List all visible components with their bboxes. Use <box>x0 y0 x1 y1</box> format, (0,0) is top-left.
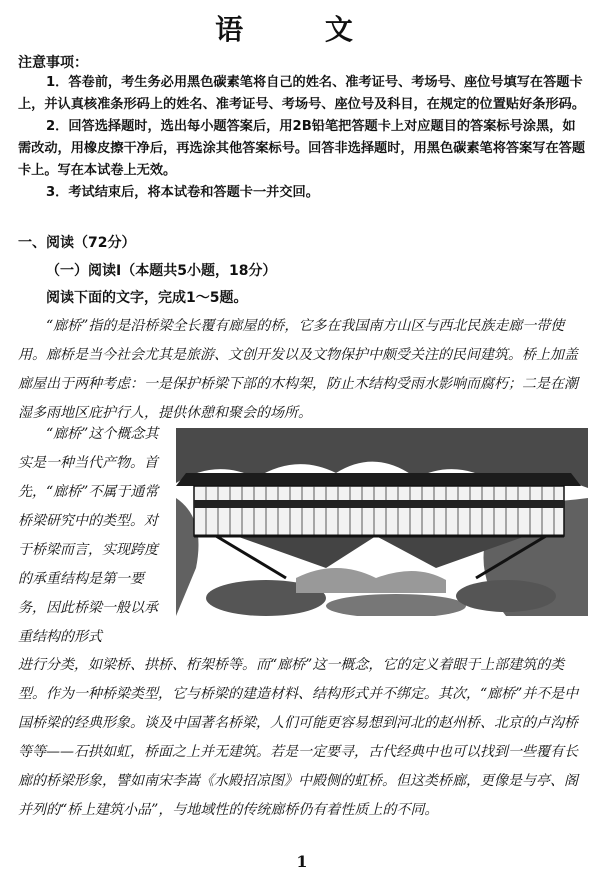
passage-paragraph-2-wrap <box>18 420 166 652</box>
reading-instruction: 阅读下面的文字，完成1～5题。 <box>46 290 248 306</box>
paragraph-text: “廊桥”这个概念其实是一种当代产物。首先，“廊桥”不属于通常桥梁研究中的类型。对于桥梁而言，实现跨度的承重结构是第一要务，因此桥梁一般以承重结构的形式 <box>18 426 159 645</box>
paragraph-text: 进行分类，如梁桥、拱桥、桁架桥等。而“廊桥”这一概念，它的定义着眼于上部建筑的类型。作为一种桥梁类型，它与桥梁的建造材料、结构形式并不绑定。其次，“廊桥”并不是中国桥梁的经典形象。谈及中国著名桥梁，人们可能更容易想到河北的赵州桥、北京的卢沟桥等等——石拱如虹，桥面之上并无建筑。若是一定要寻，古代经典中也可以找到一些覆有长廊的桥梁形象，譬如南宋李嵩《水殿招凉图》中殿侧的虹桥。但这类桥廊，更像是与亭、阁并列的“桥上建筑小品”，与地域性的传统廊桥仍有着性质上的不同。 <box>18 657 579 818</box>
page-title: 语 文 <box>215 13 389 46</box>
notice-list <box>18 72 586 204</box>
notice-item: 3．考试结束后，将本试卷和答题卡一并交回。 <box>46 185 319 200</box>
section-title: 一、阅读（72分） <box>18 235 136 251</box>
notice-item: 2．回答选择题时，选出每小题答案后，用2B铅笔把答题卡上对应题目的答案标号涂黑，如需改动，用橡皮擦干净后，再选涂其他答案标号。回答非选择题时，用黑色碳素笔将答案写在答题卡上。写在本试卷上无效。 <box>18 119 586 178</box>
passage-paragraph-1 <box>18 312 588 428</box>
page-number: 1 <box>296 852 308 871</box>
notice-heading: 注意事项： <box>18 55 88 71</box>
subsection-title: （一）阅读Ⅰ（本题共5小题，18分） <box>46 263 277 279</box>
bridge-drawing <box>176 428 588 616</box>
notice-item: 1．答卷前，考生务必用黑色碳素笔将自己的姓名、准考证号、考场号、座位号填写在答题卡上，并认真核准条形码上的姓名、准考证号、考场号、座位号及科目，在规定的位置贴好条形码。 <box>18 75 586 112</box>
covered-bridge-illustration <box>176 428 588 616</box>
paragraph-text: “廊桥”指的是沿桥梁全长覆有廊屋的桥，它多在我国南方山区与西北民族走廊一带使用。廊桥是当今社会尤其是旅游、文创开发以及文物保护中颇受关注的民间建筑。桥上加盖廊屋出于两种考虑：一是保护桥梁下部的木构架，防止木结构受雨水影响而腐朽；二是在潮湿多雨地区庇护行人，提供休憩和聚会的场所。 <box>18 318 578 421</box>
passage-paragraph-2-continued <box>18 651 588 825</box>
